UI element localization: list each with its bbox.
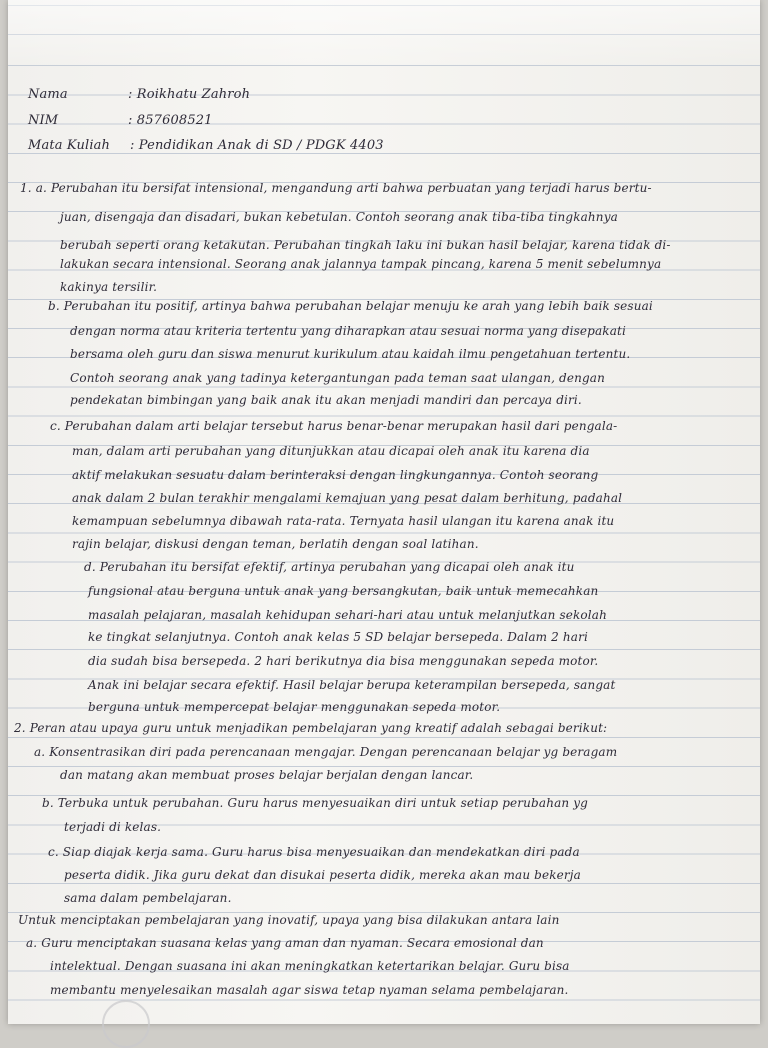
answer-2b-line: terjadi di kelas. (64, 820, 162, 834)
answer-2b-line: b. Terbuka untuk perubahan. Guru harus menyesuaikan diri untuk setiap perubahan yg (42, 796, 588, 810)
answer-1b-line: b. Perubahan itu positif, artinya bahwa perubahan belajar menuju ke arah yang lebih baik sesuai (48, 299, 653, 313)
answer-2c-line: sama dalam pembelajaran. (64, 891, 232, 905)
answer-3a-line: membantu menyelesaikan masalah agar siswa tetap nyaman selama pembelajaran. (50, 983, 569, 997)
answer-1a-line: kakinya tersilir. (60, 280, 158, 294)
answer-1c-line: c. Perubahan dalam arti belajar tersebut harus benar-benar merupakan hasil dari pengala- (50, 419, 618, 433)
answer-3a-line: a. Guru menciptakan suasana kelas yang aman dan nyaman. Secara emosional dan (26, 936, 544, 950)
answer-1a-line: 1. a. Perubahan itu bersifat intensional, mengandung arti bahwa perbuatan yang terjadi harus bertu- (20, 181, 652, 195)
header-name-label: Nama (28, 87, 68, 102)
answer-1a-line: berubah seperti orang ketakutan. Perubahan tingkah laku ini bukan hasil belajar, karena tidak di- (60, 238, 671, 252)
answer-1c-line: kemampuan sebelumnya dibawah rata-rata. Ternyata hasil ulangan itu karena anak itu (72, 514, 615, 528)
answer-1d-line: masalah pelajaran, masalah kehidupan sehari-hari atau untuk melanjutkan sekolah (88, 608, 607, 622)
header-name-value: : Roikhatu Zahroh (128, 87, 251, 102)
header-course-label: Mata Kuliah (28, 138, 111, 153)
answer-1c-line: rajin belajar, diskusi dengan teman, berlatih dengan soal latihan. (72, 537, 479, 551)
answer-1b-line: pendekatan bimbingan yang baik anak itu akan menjadi mandiri dan percaya diri. (70, 393, 582, 407)
header-course-value: : Pendidikan Anak di SD / PDGK 4403 (130, 138, 384, 153)
answer-1d-line: Anak ini belajar secara efektif. Hasil belajar berupa keterampilan bersepeda, sangat (88, 678, 616, 692)
answer-1d-line: ke tingkat selanjutnya. Contoh anak kelas 5 SD belajar bersepeda. Dalam 2 hari (88, 630, 588, 644)
watermark-stamp (102, 1000, 150, 1048)
answer-1c-line: aktif melakukan sesuatu dalam berinteraksi dengan lingkungannya. Contoh seorang (72, 468, 599, 482)
answer-1b-line: dengan norma atau kriteria tertentu yang diharapkan atau sesuai norma yang disepakati (70, 324, 626, 338)
notebook-page (8, 0, 760, 1024)
answer-1d-line: dia sudah bisa bersepeda. 2 hari berikutnya dia bisa menggunakan sepeda motor. (88, 654, 599, 668)
answer-2a-line: a. Konsentrasikan diri pada perencanaan mengajar. Dengan perencanaan belajar yg beragam (34, 745, 618, 759)
answer-1a-line: juan, disengaja dan disadari, bukan kebetulan. Contoh seorang anak tiba-tiba tingkahnya (60, 210, 618, 224)
answer-1a-line: lakukan secara intensional. Seorang anak jalannya tampak pincang, karena 5 menit sebelumnya (60, 257, 662, 271)
answer-3a-line: intelektual. Dengan suasana ini akan meningkatkan ketertarikan belajar. Guru bisa (50, 959, 570, 973)
answer-1d-line: d. Perubahan itu bersifat efektif, artinya perubahan yang dicapai oleh anak itu (84, 560, 575, 574)
answer-2-intro: 2. Peran atau upaya guru untuk menjadikan pembelajaran yang kreatif adalah sebagai berikut: (14, 721, 608, 735)
answer-1b-line: bersama oleh guru dan siswa menurut kurikulum atau kaidah ilmu pengetahuan tertentu. (70, 347, 631, 361)
answer-1b-line: Contoh seorang anak yang tadinya ketergantungan pada teman saat ulangan, dengan (70, 371, 605, 385)
page-shading (8, 0, 760, 70)
answer-1d-line: berguna untuk mempercepat belajar menggunakan sepeda motor. (88, 700, 501, 714)
answer-2a-line: dan matang akan membuat proses belajar berjalan dengan lancar. (60, 768, 474, 782)
answer-1d-line: fungsional atau berguna untuk anak yang bersangkutan, baik untuk memecahkan (88, 584, 599, 598)
answer-1c-line: anak dalam 2 bulan terakhir mengalami kemajuan yang pesat dalam berhitung, padahal (72, 491, 623, 505)
answer-2c-line: c. Siap diajak kerja sama. Guru harus bisa menyesuaikan dan mendekatkan diri pada (48, 845, 580, 859)
answer-2c-line: peserta didik. Jika guru dekat dan disukai peserta didik, mereka akan mau bekerja (64, 868, 581, 882)
answer-1c-line: man, dalam arti perubahan yang ditunjukkan atau dicapai oleh anak itu karena dia (72, 444, 590, 458)
header-nim-value: : 857608521 (128, 113, 213, 128)
header-nim-label: NIM (28, 113, 59, 128)
answer-3-intro: Untuk menciptakan pembelajaran yang inovatif, upaya yang bisa dilakukan antara lain (18, 913, 560, 927)
